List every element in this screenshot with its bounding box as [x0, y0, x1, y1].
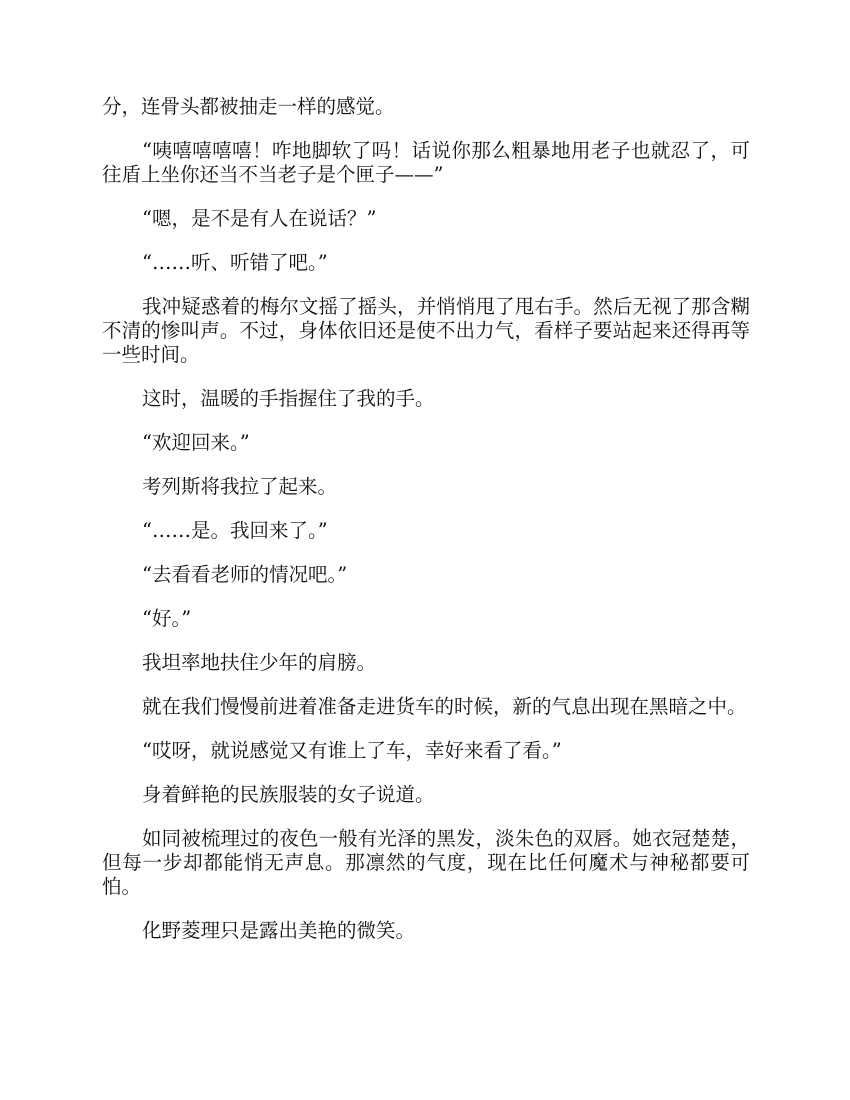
paragraph: “哎呀，就说感觉又有谁上了车，幸好来看了看。” [142, 739, 562, 762]
paragraph: “嗯，是不是有人在说话？” [142, 207, 377, 230]
paragraph: “去看看老师的情况吧。” [142, 563, 348, 586]
paragraph: “咦嘻嘻嘻嘻！咋地脚软了吗！话说你那么粗暴地用老子也就忍了，可往盾上坐你还当不当老子是个匣子——” [102, 139, 750, 186]
paragraph: “……听、听错了吧。” [142, 251, 328, 274]
paragraph: 考列斯将我拉了起来。 [142, 475, 338, 498]
paragraph: 化野菱理只是露出美艳的微笑。 [142, 919, 416, 942]
paragraph: 如同被梳理过的夜色一般有光泽的黑发，淡朱色的双唇。她衣冠楚楚，但每一步却都能悄无声息。那凛然的气度，现在比任何魔术与神秘都要可怕。 [102, 827, 750, 898]
paragraph: 我坦率地扶住少年的肩膀。 [142, 651, 377, 674]
paragraph: 就在我们慢慢前进着准备走进货车的时候，新的气息出现在黑暗之中。 [142, 695, 747, 718]
paragraph: 我冲疑惑着的梅尔文摇了摇头，并悄悄甩了甩右手。然后无视了那含糊不清的惨叫声。不过，身体依旧还是使不出力气，看样子要站起来还得再等一些时间。 [102, 295, 750, 366]
paragraph: 分，连骨头都被抽走一样的感觉。 [102, 95, 395, 118]
paragraph: 身着鲜艳的民族服装的女子说道。 [142, 783, 435, 806]
paragraph: “好。” [142, 607, 192, 630]
body-text [102, 95, 750, 963]
paragraph: “欢迎回来。” [142, 431, 250, 454]
paragraph: “……是。我回来了。” [142, 519, 328, 542]
paragraph: 这时，温暖的手指握住了我的手。 [142, 387, 435, 410]
